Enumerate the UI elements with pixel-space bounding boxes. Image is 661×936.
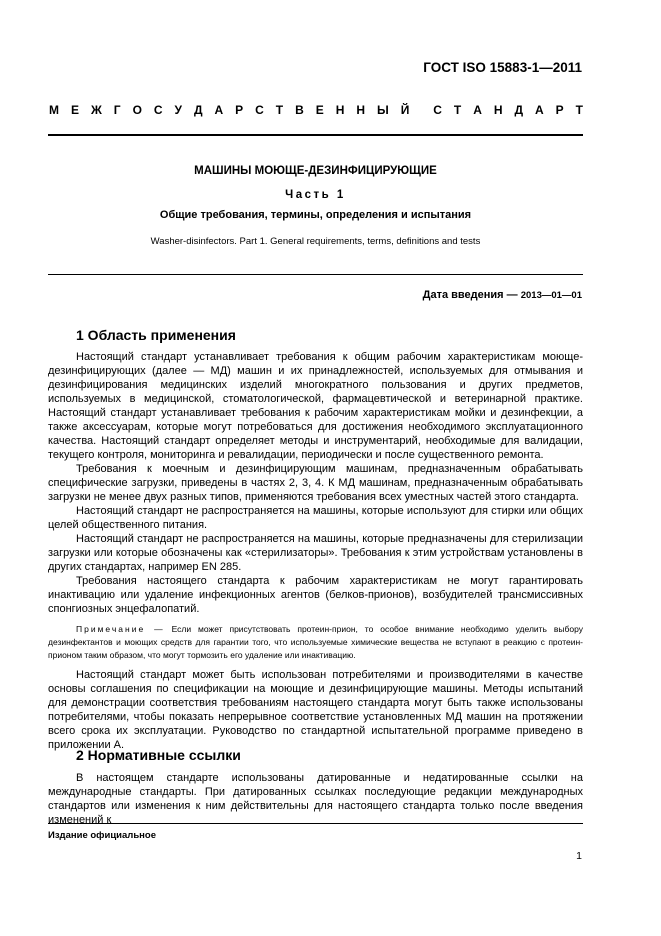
banner-letter: Й — [400, 103, 410, 117]
introduction-date-label: Дата введения — — [422, 289, 518, 301]
banner-letter: Н — [335, 103, 345, 117]
banner-letter: С — [433, 103, 442, 117]
paragraph: Настоящий стандарт может быть использован потребителями и производителями в качестве основы соглашения по спецификации на моющие и дезинфицирующие машины. Методы испытаний для демонстрации соответствия требованиям настоящего стандарта могут быть также использованы потребителями, чтобы показать непрерывное соответствие установленных МД машин на протяжении всего срока их эксплуатации. Руководство по стандартной испытательной программе приведено в приложении А. — [48, 669, 583, 751]
banner-letter: Н — [493, 103, 503, 117]
note — [48, 616, 583, 668]
banner-letter: М — [49, 103, 59, 117]
banner-letter: Ы — [376, 103, 389, 117]
paragraph: Настоящий стандарт не распространяется на машины, которые используют для стирки или общих целей общественного питания. — [48, 505, 583, 531]
document-subtitle: Общие требования, термины, определения и испытания — [159, 209, 472, 221]
note-text: Если может присутствовать протеин-прион, то особое внимание необходимо уделить выбору дезинфектантов и моющих средств для гарантии того, что используемые химические вещества не вступают в реакцию с протеин-прионом таким образом, что могут тормозить его удаление или инактивацию. — [48, 624, 584, 660]
english-title: Washer-disinfectors. Part 1. General requirements, terms, definitions and tests — [150, 236, 481, 247]
paragraph: Требования к моечным и дезинфицирующим машинам, предназначенным обрабатывать специфические загрузки, приведены в частях 2, 3, 4. К МД машинам, предназначенным обрабатывать загрузки не менее двух разных типов, применяются требования всех уместных частей этого стандарта. — [48, 463, 583, 503]
section-2-heading: 2 Нормативные ссылки — [76, 747, 241, 763]
section-2-body — [48, 771, 583, 827]
section-1-body — [48, 350, 583, 752]
introduction-date — [423, 289, 582, 301]
page-number: 1 — [576, 850, 582, 862]
banner-letter: Е — [70, 103, 79, 117]
header-divider — [48, 134, 583, 136]
introduction-date-value: 2013—01—01 — [520, 290, 582, 301]
title-divider — [48, 274, 583, 275]
banner-letter: С — [255, 103, 264, 117]
banner-letter: Д — [514, 103, 524, 117]
banner-letter: В — [295, 103, 304, 117]
banner-letter: Т — [575, 103, 583, 117]
paragraph: В настоящем стандарте использованы датированные и недатированные ссылки на международные стандарты. При датированных ссылках последующие редакции международных стандартов или изменения к ним действительны для настоящего стандарта только после введения изменений к — [48, 772, 583, 826]
banner-letter: Т — [275, 103, 284, 117]
edition-label: Издание официальное — [48, 830, 156, 841]
banner-letter: С — [153, 103, 163, 117]
note-label: Примечание — — [76, 624, 165, 634]
banner-letter: Е — [315, 103, 324, 117]
banner-letter: А — [473, 103, 482, 117]
section-1-heading: 1 Область применения — [76, 327, 236, 343]
banner-letter: О — [132, 103, 142, 117]
banner-letter: Н — [356, 103, 365, 117]
banner-letter: Д — [193, 103, 203, 117]
banner-letter: Г — [113, 103, 121, 117]
paragraph: Настоящий стандарт устанавливает требования к общим рабочим характеристикам моюще-дезинфицирующих (далее — МД) машин и их принадлежностей, используемых для отмывания и дезинфицирования медицинских изделий многократного пользования и других предметов, используемых в медицинской, стоматологической, фармацевтической и ветеринарной практике. Настоящий стандарт устанавливает требования к рабочим характеристикам мойки и дезинфекции, а также аксессуарам, которые могут потребоваться для достижения необходимого эксплуатационного качества. Настоящий стандарт определяет методы и инструментарий, необходимые для валидации, текущего контроля, мониторинга и ревалидации, периодически и после существенного ремонта. — [48, 351, 583, 461]
banner-letter: Ж — [90, 103, 102, 117]
banner-letter: А — [535, 103, 544, 117]
banner-letter: Т — [453, 103, 462, 117]
document-code: ГОСТ ISO 15883-1—2011 — [423, 60, 582, 75]
document-part: Часть 1 — [285, 189, 346, 201]
footer-divider — [48, 823, 583, 824]
document-title: МАШИНЫ МОЮЩЕ-ДЕЗИНФИЦИРУЮЩИЕ — [194, 165, 437, 177]
interstate-standard-banner — [49, 103, 583, 117]
banner-letter: У — [174, 103, 182, 117]
paragraph: Настоящий стандарт не распространяется на машины, которые предназначены для стерилизации загрузки или которые обозначены как «стерилизаторы». Требования к этим устройствам установлены в других стандартах, например EN 285. — [48, 533, 583, 573]
banner-letter: Р — [555, 103, 564, 117]
banner-letter: Р — [235, 103, 244, 117]
paragraph: Требования настоящего стандарта к рабочим характеристикам не могут гарантировать инактивацию или удаление инфекционных агентов (белков-прионов), возбудителей трансмиссивных спонгиозных энцефалопатий. — [48, 575, 583, 615]
banner-letter: А — [214, 103, 224, 117]
